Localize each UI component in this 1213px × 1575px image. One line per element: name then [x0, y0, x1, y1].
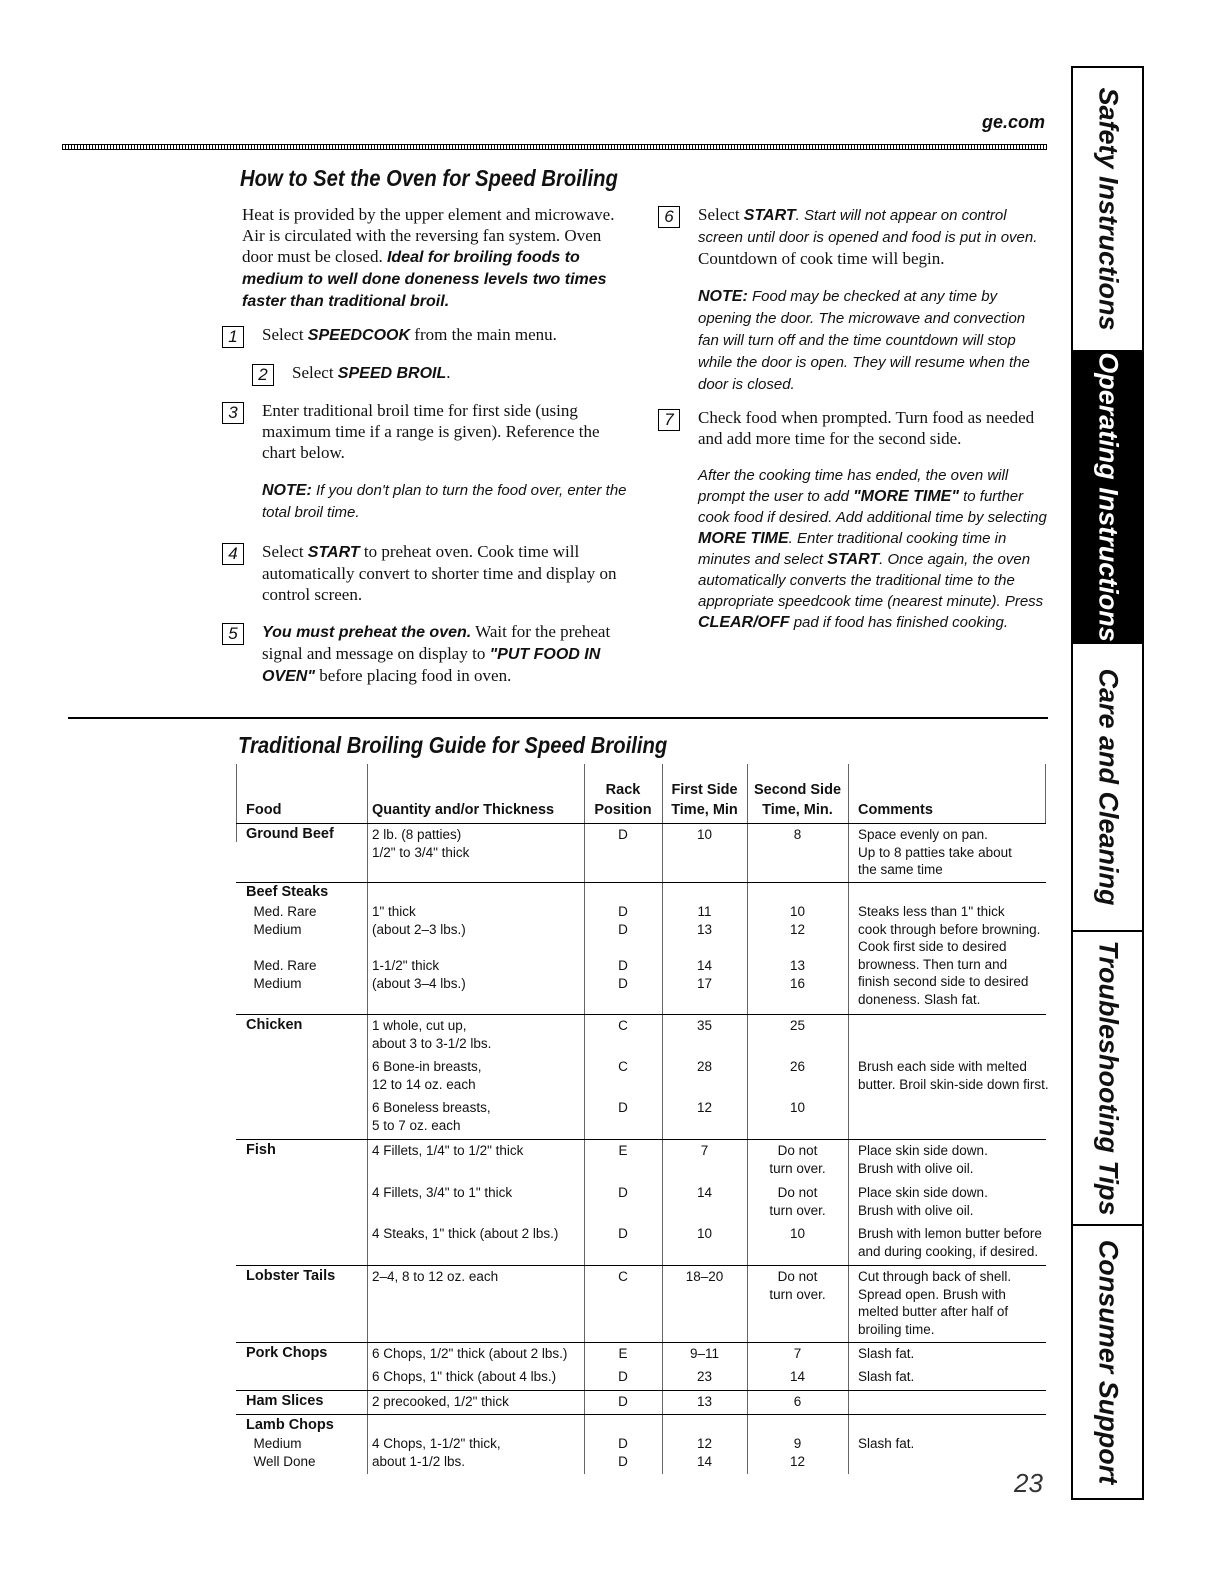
- table-cell-qty: 4 Fillets, 3/4" to 1" thick: [372, 1185, 513, 1200]
- column-divider: [367, 764, 368, 1474]
- step-text: . Start will not appear on control screen until door is opened and food is put in oven.: [698, 207, 1038, 246]
- table-cell-comments: Brush each side with melted butter. Broil skin-side down first.: [858, 1059, 1049, 1092]
- table-cell-comments: Slash fat.: [858, 1369, 915, 1384]
- table-cell-first: 14: [696, 1185, 713, 1200]
- table-cell-first: 10: [696, 1226, 713, 1241]
- table-cell-comments: Brush with lemon butter before and during cooking, if desired.: [858, 1226, 1042, 1259]
- tab-label: Safety Instructions: [1093, 87, 1123, 331]
- left-column: [228, 204, 634, 703]
- table-cell-food: Pork Chops: [246, 1345, 328, 1361]
- table-cell-qty: 2 precooked, 1/2" thick: [372, 1394, 509, 1409]
- step-6: [658, 204, 1048, 269]
- step-3: [222, 400, 634, 463]
- table-cell-second: 25: [789, 1018, 806, 1033]
- after-cooking-paragraph: [698, 465, 1048, 633]
- note-label: NOTE:: [262, 482, 312, 499]
- tab-label: Operating Instructions: [1093, 352, 1123, 642]
- table-cell-first: 13: [696, 1394, 713, 1409]
- table-cell-food: Medium Well Done: [253, 1436, 316, 1469]
- table-cell-second: 10: [789, 1100, 806, 1115]
- tab-label: Troubleshooting Tips: [1093, 940, 1123, 1216]
- table-cell-first: 7: [700, 1143, 709, 1158]
- table-cell-food: Beef Steaks: [246, 884, 329, 900]
- section-divider: [68, 717, 1048, 719]
- step-key: START: [743, 207, 796, 224]
- step-number: 1: [222, 326, 244, 348]
- step-text: .: [446, 363, 451, 382]
- step-key: You must preheat the oven.: [262, 624, 472, 641]
- step-5: [222, 621, 634, 687]
- table-cell-second: 10 12: [789, 904, 806, 937]
- table-cell-first: 11 13: [696, 904, 713, 937]
- header-second-side: Second Side Time, Min.: [753, 782, 842, 818]
- table-cell-second: Do not turn over.: [769, 1269, 826, 1302]
- table-cell-second: 8: [793, 827, 802, 842]
- header-quantity: Quantity and/or Thickness: [372, 802, 555, 818]
- step-text: Select: [262, 325, 308, 344]
- after-text: . Enter traditional cooking time in minutes and select: [698, 530, 1007, 568]
- step-number: 4: [222, 543, 244, 565]
- row-rule: [236, 1139, 1046, 1140]
- note-text: Food may be checked at any time by opening the door. The microwave and convection fan will turn off and the time countdown will stop while the door is open. They will resume when the door is closed.: [698, 288, 1030, 393]
- note-label: NOTE:: [698, 288, 748, 305]
- table-cell-second: Do not turn over.: [769, 1143, 826, 1176]
- step-text: Select: [292, 363, 338, 382]
- row-rule: [236, 1390, 1046, 1391]
- table-border: [236, 764, 237, 842]
- tab-care-and-cleaning[interactable]: [1073, 644, 1142, 932]
- tab-label: Care and Cleaning: [1093, 668, 1123, 906]
- table-cell-rack: D: [618, 1226, 628, 1241]
- header-rule: [236, 823, 1046, 824]
- table-cell-first: 23: [696, 1369, 713, 1384]
- table-cell-second: 9 12: [789, 1436, 806, 1469]
- tab-troubleshooting-tips[interactable]: [1073, 932, 1142, 1226]
- table-cell-comments: Place skin side down. Brush with olive oil.: [858, 1185, 988, 1218]
- table-cell-qty: 4 Fillets, 1/4" to 1/2" thick: [372, 1143, 524, 1158]
- after-text: After the cooking time has ended, the oven will prompt the user to add: [698, 467, 1009, 505]
- table-cell-rack: D: [618, 1369, 628, 1384]
- tab-label: Consumer Support: [1093, 1239, 1123, 1485]
- step-number: 6: [658, 206, 680, 228]
- section-title-speed-broiling: How to Set the Oven for Speed Broiling: [240, 165, 618, 191]
- intro-bold-text: Ideal for broiling foods to medium to well done doneness levels two times faster than traditional broil.: [242, 249, 607, 310]
- step-key: START: [307, 544, 360, 561]
- table-cell-qty: 1-1/2" thick (about 3–4 lbs.): [372, 958, 466, 991]
- step-text: from the main menu.: [410, 325, 557, 344]
- header-rule: [62, 144, 1047, 150]
- table-cell-first: 9–11: [689, 1346, 720, 1361]
- header-comments: Comments: [858, 802, 933, 818]
- after-key: "MORE TIME": [853, 488, 959, 505]
- table-cell-comments: Slash fat.: [858, 1436, 915, 1451]
- table-cell-qty: 6 Boneless breasts, 5 to 7 oz. each: [372, 1100, 491, 1133]
- header-rack: Rack Position: [594, 782, 652, 818]
- table-cell-rack: D: [618, 1100, 628, 1115]
- table-cell-first: 18–20: [685, 1269, 724, 1284]
- step-number: 7: [658, 409, 680, 431]
- intro-text: Heat is provided by the upper element and microwave. Air is circulated with the reversing fan system. Oven door must be closed.: [242, 205, 615, 266]
- table-cell-second: 6: [793, 1394, 802, 1409]
- note-2: [698, 285, 1048, 395]
- table-cell-qty: 6 Bone-in breasts, 12 to 14 oz. each: [372, 1059, 482, 1092]
- tab-consumer-support[interactable]: [1073, 1226, 1142, 1498]
- table-cell-rack: D: [618, 827, 628, 842]
- note-text: If you don't plan to turn the food over, enter the total broil time.: [262, 482, 627, 521]
- table-cell-rack: D: [618, 1185, 628, 1200]
- section-title-broiling-guide: Traditional Broiling Guide for Speed Broiling: [238, 732, 668, 758]
- table-cell-rack: D: [618, 1394, 628, 1409]
- after-text: to further cook food if desired. Add additional time by selecting: [698, 488, 1047, 526]
- table-cell-rack: D D: [618, 1436, 628, 1469]
- table-cell-qty: 2–4, 8 to 12 oz. each: [372, 1269, 499, 1284]
- table-cell-first: 10: [696, 827, 713, 842]
- table-cell-rack: C: [618, 1059, 628, 1074]
- table-cell-qty: 2 lb. (8 patties) 1/2" to 3/4" thick: [372, 827, 470, 860]
- intro-paragraph: [242, 204, 634, 312]
- tab-operating-instructions[interactable]: [1073, 352, 1142, 644]
- table-cell-rack: C: [618, 1018, 628, 1033]
- row-rule: [236, 1342, 1046, 1343]
- table-cell-second: 14: [789, 1369, 806, 1384]
- step-number: 2: [252, 364, 274, 386]
- table-cell-qty: 4 Chops, 1-1/2" thick, about 1-1/2 lbs.: [372, 1436, 501, 1469]
- table-cell-rack: E: [618, 1143, 628, 1158]
- step-key: SPEEDCOOK: [307, 327, 411, 344]
- table-cell-first: 14 17: [696, 958, 713, 991]
- table-cell-first: 12: [696, 1100, 713, 1115]
- site-url[interactable]: ge.com: [982, 112, 1046, 132]
- row-rule: [236, 882, 1046, 883]
- step-text: Enter traditional broil time for first side (using maximum time if a range is given). Reference the chart below.: [262, 401, 600, 462]
- table-border: [1045, 764, 1046, 824]
- step-key: SPEED BROIL: [337, 365, 447, 382]
- row-rule: [236, 1265, 1046, 1266]
- table-cell-food: Lobster Tails: [246, 1268, 336, 1284]
- table-cell-first: 28: [696, 1059, 713, 1074]
- table-cell-rack: C: [618, 1269, 628, 1284]
- table-cell-comments: Cut through back of shell. Spread open. Brush with melted butter after half of broiling time.: [858, 1269, 1012, 1337]
- column-divider: [848, 764, 849, 1474]
- table-cell-second: 7: [793, 1346, 802, 1361]
- after-key: MORE TIME: [698, 530, 789, 547]
- step-text: Check food when prompted. Turn food as needed and add more time for the second side.: [698, 408, 1035, 448]
- right-column: [658, 204, 1048, 645]
- tab-safety-instructions[interactable]: [1073, 68, 1142, 352]
- table-cell-comments: Steaks less than 1" thick cook through before browning. Cook first side to desired browness. Then turn and finish second side to desired doneness. Slash fat.: [858, 904, 1041, 1007]
- table-cell-second: 13 16: [789, 958, 806, 991]
- page-number: 23: [1014, 1468, 1043, 1498]
- row-rule: [236, 1414, 1046, 1415]
- table-cell-first: 12 14: [696, 1436, 713, 1469]
- step-text: Wait for the preheat signal and message on display to: [262, 622, 611, 663]
- table-cell-food: Chicken: [246, 1017, 303, 1033]
- table-cell-qty: 4 Steaks, 1" thick (about 2 lbs.): [372, 1226, 559, 1241]
- table-cell-food: Lamb Chops: [246, 1417, 334, 1433]
- step-1: [222, 324, 634, 346]
- step-2: [252, 362, 634, 384]
- note-1: [262, 479, 634, 523]
- table-cell-first: 35: [696, 1018, 713, 1033]
- table-cell-second: 10: [789, 1226, 806, 1241]
- step-text: Select: [698, 205, 744, 224]
- step-number: 3: [222, 402, 244, 424]
- after-key: CLEAR/OFF: [698, 614, 790, 631]
- table-cell-qty: 6 Chops, 1" thick (about 4 lbs.): [372, 1369, 557, 1384]
- step-4: [222, 541, 634, 605]
- table-cell-rack: D D: [618, 958, 628, 991]
- table-cell-qty: 1" thick (about 2–3 lbs.): [372, 904, 466, 937]
- table-cell-qty: 1 whole, cut up, about 3 to 3-1/2 lbs.: [372, 1018, 492, 1051]
- table-cell-food: Ham Slices: [246, 1393, 324, 1409]
- table-cell-food: Med. Rare Medium: [253, 958, 317, 991]
- after-key: START: [827, 551, 880, 568]
- step-key: "PUT FOOD IN OVEN": [262, 646, 601, 685]
- after-text: pad if food has finished cooking.: [789, 614, 1009, 631]
- header-food: Food: [246, 802, 282, 818]
- table-cell-comments: Place skin side down. Brush with olive oil.: [858, 1143, 988, 1176]
- step-text: Select: [262, 542, 308, 561]
- table-cell-comments: Slash fat.: [858, 1346, 915, 1361]
- table-cell-food: Med. Rare Medium: [253, 904, 317, 937]
- table-cell-rack: E: [618, 1346, 628, 1361]
- table-cell-second: Do not turn over.: [769, 1185, 826, 1218]
- broiling-guide-table: [236, 764, 1049, 1474]
- step-number: 5: [222, 623, 244, 645]
- section-tabs: [1071, 66, 1144, 1500]
- header-first-side: First Side Time, Min: [671, 782, 738, 818]
- table-cell-second: 26: [789, 1059, 806, 1074]
- table-cell-food: Fish: [246, 1142, 276, 1158]
- row-rule: [236, 1014, 1046, 1015]
- step-text: before placing food in oven.: [314, 666, 512, 685]
- after-text: . Once again, the oven automatically converts the traditional time to the appropriate speedcook time (nearest minute). Press: [698, 551, 1044, 610]
- table-cell-comments: Space evenly on pan. Up to 8 patties take about the same time: [858, 827, 1012, 877]
- step-text: to preheat oven. Cook time will automatically convert to shorter time and display on control screen.: [262, 542, 617, 604]
- table-cell-rack: D D: [618, 904, 628, 937]
- step-7: [658, 407, 1048, 449]
- table-cell-food: Ground Beef: [246, 826, 334, 842]
- table-cell-qty: 6 Chops, 1/2" thick (about 2 lbs.): [372, 1346, 568, 1361]
- step-text: Countdown of cook time will begin.: [698, 249, 945, 268]
